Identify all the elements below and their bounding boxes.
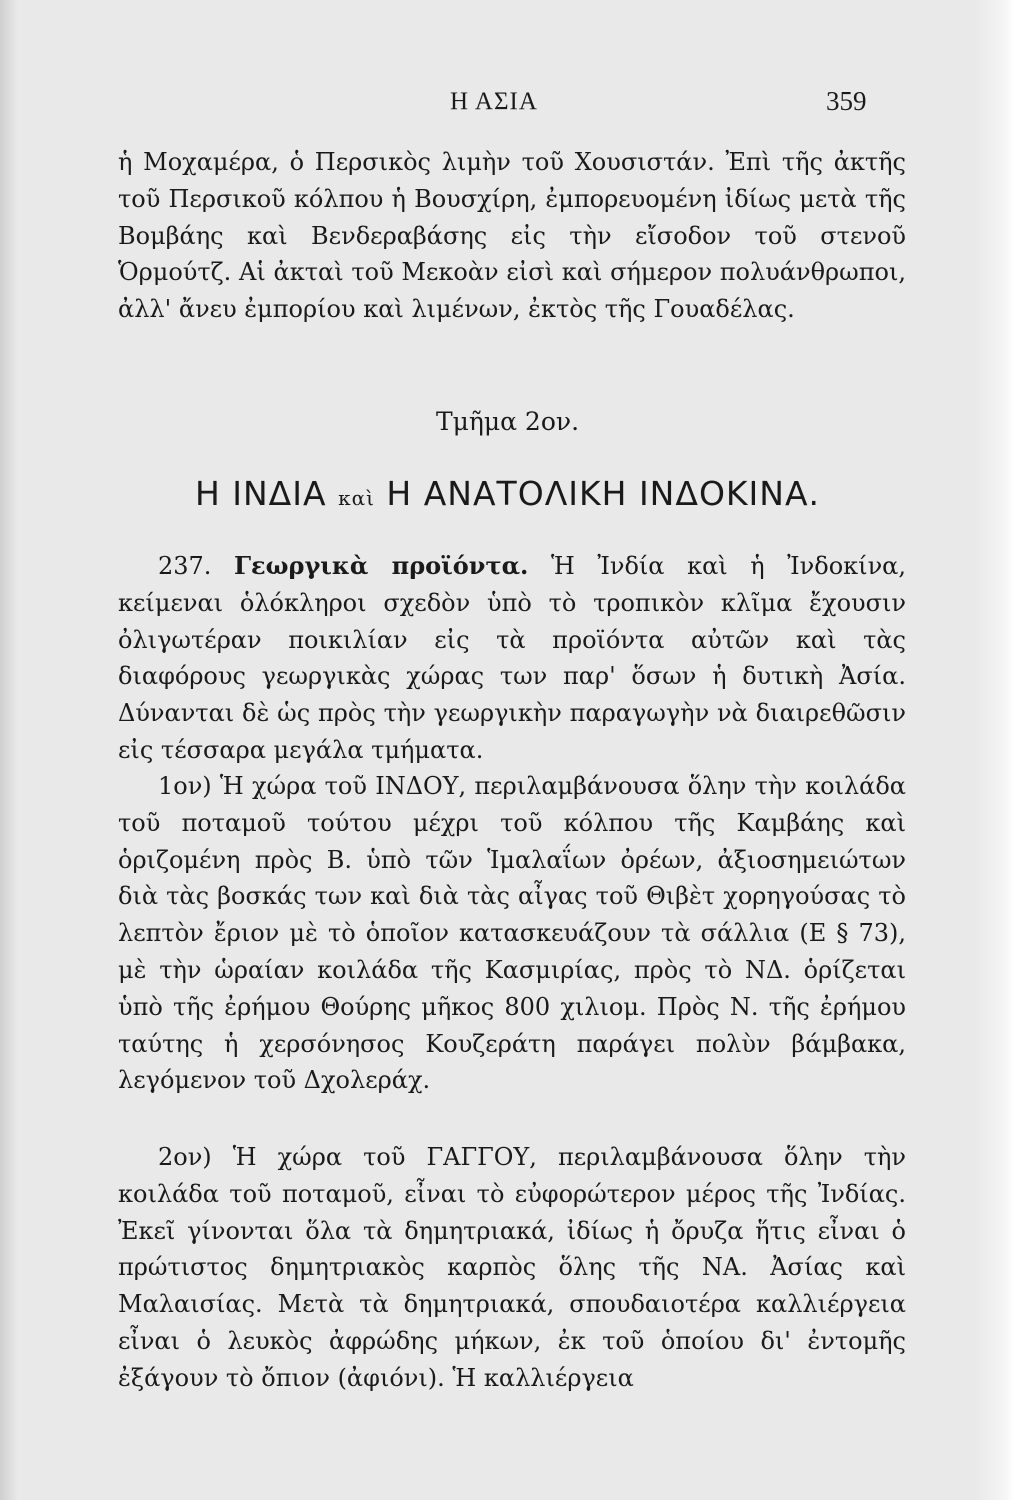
page-number: 359: [826, 86, 867, 116]
paragraph-text: Ἡ Ἰνδία καὶ ἡ Ἰνδοκίνα, κείμεναι ὁλόκληροι σχεδὸν ὑπὸ τὸ τροπικὸν κλῖμα ἔχουσιν ὀλιγωτέραν ποικιλίαν εἰς τὰ προϊόντα αὐτῶν καὶ τὰς διαφόρους γεωργικὰς χώρας των παρ' ὅσων ἡ δυτικὴ Ἀσία. Δύνανται δὲ ὡς πρὸς τὴν γεωργικὴν παραγωγὴν νὰ διαιρεθῶσιν εἰς τέσσαρα μεγάλα τμήματα.: [118, 552, 906, 764]
paragraph-heading: Γεωργικὰ προϊόντα.: [234, 551, 529, 580]
section-title-part1: Η ΙΝΔΙΑ: [194, 474, 327, 513]
section-title-conjunction: καὶ: [338, 486, 375, 510]
page-gutter-shadow: [0, 0, 18, 1500]
section-label: Τμῆμα 2ον.: [435, 407, 580, 436]
item-2-paragraph: [118, 1139, 906, 1397]
page-edge: [975, 0, 1015, 1500]
item-1-text: 1ον) Ἡ χώρα τοῦ ΙΝΔΟΥ, περιλαμβάνουσα ὅλην τὴν κοιλάδα τοῦ ποταμοῦ τούτου μέχρι τοῦ κόλπου τῆς Καμβάης καὶ ὁριζομένη πρὸς Β. ὑπὸ τῶν Ἱμαλαΐων ὀρέων, ἀξιοσημειώτων διὰ τὰς βοσκάς των καὶ διὰ τὰς αἶγας τοῦ Θιβὲτ χορηγούσας τὸ λεπτὸν ἔριον μὲ τὸ ὁποῖον κατασκευάζουν τὰ σάλλια (Ε § 73), μὲ τὴν ὡραίαν κοιλάδα τῆς Κασμιρίας, πρὸς τὸ ΝΔ. ὁρίζεται ὑπὸ τῆς ἐρήμου Θούρης μῆκος 800 χιλιομ. Πρὸς Ν. τῆς ἐρήμου ταύτης ἡ χερσόνησος Κουζεράτη παράγει πολὺν βάμβακα, λεγόμενον τοῦ Δχολεράχ.: [118, 772, 906, 1095]
continued-paragraph: ἡ Μοχαμέρα, ὁ Περσικὸς λιμὴν τοῦ Χουσιστάν. Ἐπὶ τῆς ἀκτῆς τοῦ Περσικοῦ κόλπου ἡ Βουσχίρη, ἐμπορευομένη ἰδίως μετὰ τῆς Βομβάης καὶ Βενδεραβάσης εἰς τὴν εἴσοδον τοῦ στενοῦ Ὁρμούτζ. Αἱ ἀκταὶ τοῦ Μεκοὰν εἰσὶ καὶ σήμερον πολυάνθρωποι, ἀλλ' ἄνευ ἐμπορίου καὶ λιμένων, ἐκτὸς τῆς Γουαδέλας.: [118, 148, 906, 324]
item-1-paragraph: [118, 768, 906, 1099]
running-header: Η ΑΣΙΑ: [450, 88, 538, 115]
section-title: [0, 474, 1015, 513]
paragraph-237: [118, 548, 906, 769]
section-title-part2: Η ΑΝΑΤΟΛΙΚΗ ΙΝΔΟΚΙΝΑ.: [386, 474, 821, 513]
paragraph-number: 237.: [158, 552, 212, 580]
item-2-text: 2ον) Ἡ χώρα τοῦ ΓΑΓΓΟΥ, περιλαμβάνουσα ὅλην τὴν κοιλάδα τοῦ ποταμοῦ, εἶναι τὸ εὐφορώτερον μέρος τῆς Ἰνδίας. Ἐκεῖ γίνονται ὅλα τὰ δημητριακά, ἰδίως ἡ ὄρυζα ἥτις εἶναι ὁ πρώτιστος δημητριακὸς καρπὸς ὅλης τῆς ΝΑ. Ἀσίας καὶ Μαλαισίας. Μετὰ τὰ δημητριακά, σπουδαιοτέρα καλλιέργεια εἶναι ὁ λευκὸς ἀφρώδης μήκων, ἐκ τοῦ ὁποίου δι' ἐντομῆς ἐξάγουν τὸ ὄπιον (ἀφιόνι). Ἡ καλλιέργεια: [118, 1143, 906, 1392]
